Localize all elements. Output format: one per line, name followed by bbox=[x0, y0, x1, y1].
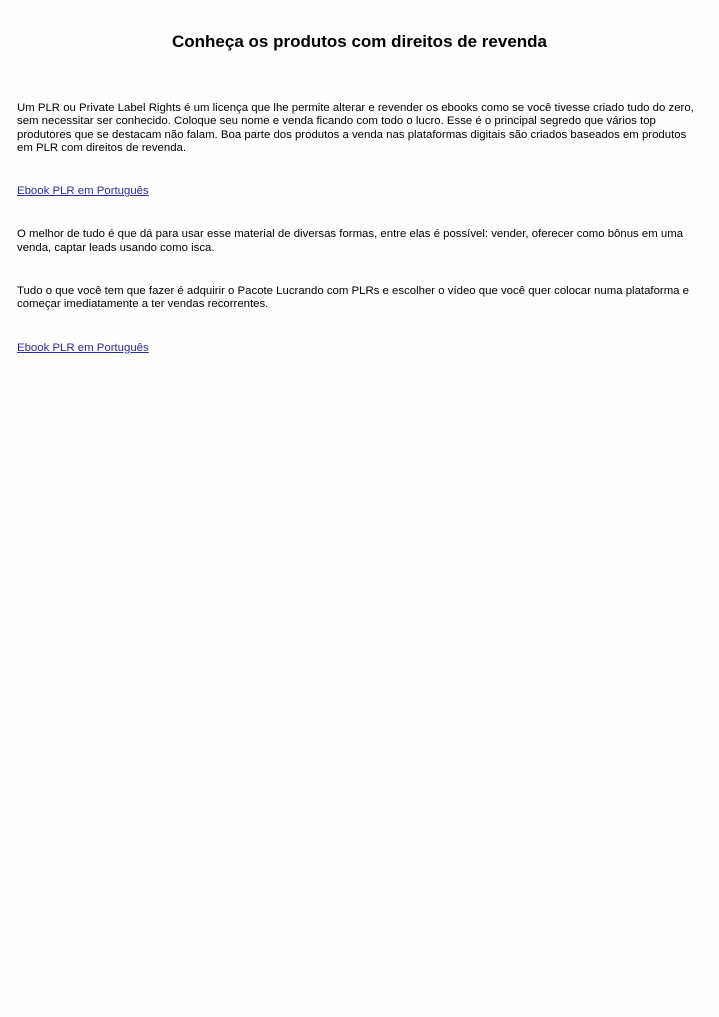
document-body bbox=[17, 102, 703, 385]
ebook-plr-link-1[interactable]: Ebook PLR em Português bbox=[17, 185, 149, 198]
paragraph-usage: O melhor de tudo é que dá para usar esse material de diversas formas, entre elas é possível: vender, oferecer como bônus em uma venda, captar leads usando como isca. bbox=[17, 228, 684, 254]
paragraph-plr-definition: Um PLR ou Private Label Rights é um licença que lhe permite alterar e revender os ebooks como se você tivesse criado tudo do zero, sem necessitar ser conhecido. Coloque seu nome e venda ficando com todo o lucro. Esse é o principal segredo que vários top produtores que se destacam não falam. Boa parte dos produtos a venda nas plataformas digitais são criados baseados em produtos em PLR com direitos de revenda. bbox=[17, 102, 694, 154]
paragraph-package: Tudo o que você tem que fazer é adquirir o Pacote Lucrando com PLRs e escolher o vídeo que você quer colocar numa plataforma e começar imediatamente a ter vendas recorrentes. bbox=[17, 285, 690, 311]
page-title: Conheça os produtos com direitos de revenda bbox=[171, 32, 548, 51]
link-container bbox=[17, 342, 703, 385]
ebook-plr-link-2[interactable]: Ebook PLR em Português bbox=[17, 341, 149, 354]
link-container bbox=[17, 185, 703, 228]
